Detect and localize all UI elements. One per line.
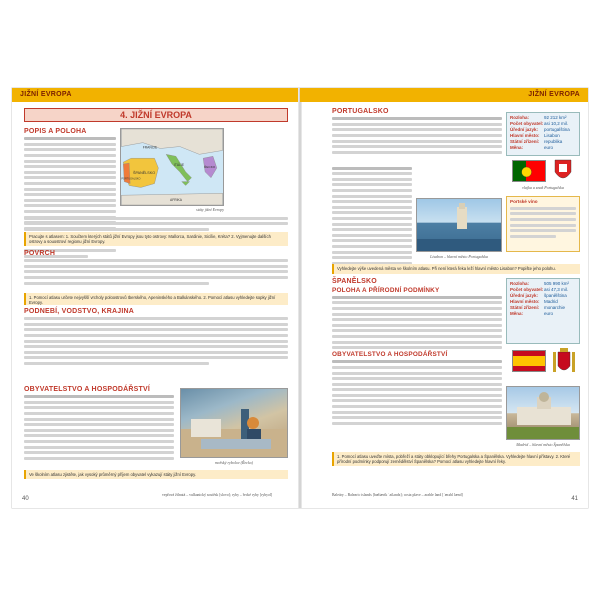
pt-row-5: Měna: euro — [510, 145, 554, 150]
pt-row-3: Hlavní město: Lisabon — [510, 133, 560, 138]
left-running-head: JIŽNÍ EVROPA — [12, 88, 300, 102]
map-label-africa: AFRIKA — [170, 198, 182, 203]
es-row-1: Počet obyvatel:asi 47,3 mil. — [510, 287, 569, 292]
madrid-photo-graphic — [507, 387, 580, 440]
right-page — [300, 88, 588, 508]
photo-fishing — [180, 388, 288, 458]
info-box-spain — [506, 278, 580, 344]
task-box-atlas: Pracujte s atlasem: 1. Součtem kterých států jižní Evropy jsou tyto ostrovy: Mallorca, Sardinie, Sicílie, Kréta? 2. Vyjmenujte dalších ostrovy a souostroví regionu jižní Evropy. — [24, 232, 288, 246]
section-spain — [332, 276, 502, 427]
portugal-arms-graphic — [552, 158, 574, 184]
photo-caption-lisbon: Lisabon – hlavní město Portugalska — [430, 254, 488, 259]
info-box-portugal — [506, 112, 580, 156]
section-obyvatelstvo — [24, 384, 174, 462]
section-portugal — [332, 106, 502, 156]
page-number-right: 41 — [571, 496, 578, 502]
note-box-port-wine — [506, 196, 580, 252]
spain-arms-graphic — [552, 346, 576, 376]
flag-portugal-emblem — [513, 161, 546, 182]
section-title-poloha: POLOHA A PŘÍRODNÍ PODMÍNKY — [332, 286, 440, 294]
map-label-france: FRANCIE — [142, 145, 158, 150]
es-row-2: Úřední jazyk: španělština — [510, 293, 567, 298]
es-row-3: Hlavní město: Madrid — [510, 299, 558, 304]
book-spread — [12, 88, 588, 508]
photo-caption-fishing: mořský rybolov (Řecko) — [214, 460, 254, 465]
task-box-income: Ve školním atlasu zjistěte, jak vysoký průměrný příjem obyvatel vykazují státy jižní Evropy. — [24, 470, 288, 479]
photo-lisbon — [416, 198, 502, 252]
section-title-popis: POPIS A POLOHA — [24, 128, 87, 135]
map-graphic — [121, 129, 223, 205]
left-footnote: vepřová žilnatá – vulkanický soutěsk [slovo]; ryby – řecké ryby [rybyol] — [162, 493, 273, 498]
flag-portugal — [512, 160, 546, 182]
right-running-head: JIŽNÍ EVROPA — [300, 88, 588, 102]
es-row-0: Rozloha: 505 990 km² — [510, 281, 570, 286]
europe-south-map — [120, 128, 224, 206]
pt-row-2: Úřední jazyk: portugalština — [510, 127, 570, 132]
map-caption: státy jižní Evropy — [196, 207, 224, 212]
intro-continued — [24, 214, 288, 233]
flag-spain — [512, 350, 546, 372]
photo-madrid — [506, 386, 580, 440]
section-title-podnebi: PODNEBÍ, VODSTVO, KRAJINA — [24, 308, 135, 315]
pt-row-4: Státní zřízení: republika — [510, 139, 563, 144]
right-footnote: Baleáry – Balearic islands [bæliærik ˈailəndz]; costa plave – arable land [ˈærəbl lænd] — [332, 493, 463, 498]
pt-row-0: Rozloha: 92 212 km² — [510, 115, 567, 120]
es-row-5: Měna: euro — [510, 311, 554, 316]
coat-of-arms-spain — [552, 346, 576, 376]
section-title-spain: ŠPANĚLSKO — [332, 278, 377, 285]
section-podnebi — [24, 306, 288, 368]
map-label-spain: ŠPANĚLSKO — [133, 170, 156, 175]
map-label-italy: ITÁLIE — [173, 163, 185, 168]
page-number-left: 40 — [22, 496, 29, 502]
es-row-4: Státní zřízení: monarchie — [510, 305, 566, 310]
map-label-portugal: PORTUGALSKO — [121, 177, 141, 181]
left-page — [12, 88, 300, 508]
portugal-text-left — [332, 164, 412, 267]
note-title: Portské víno — [510, 199, 538, 204]
lisbon-photo-graphic — [417, 199, 502, 252]
section-povrch — [24, 248, 288, 287]
photo-caption-madrid: Madrid – hlavní město Španělska — [516, 442, 570, 447]
section-title-spain-economy: OBYVATELSTVO A HOSPODÁŘSTVÍ — [332, 351, 448, 359]
flag-caption-portugal: vlajka a znak Portugalska — [522, 185, 564, 190]
map-label-greece: ŘECKO — [204, 164, 216, 169]
chapter-title: 4. JIŽNÍ EVROPA — [24, 108, 288, 122]
fishing-photo-graphic — [181, 389, 288, 458]
section-title-obyvatelstvo: OBYVATELSTVO A HOSPODÁŘSTVÍ — [24, 386, 150, 393]
pt-row-1: Počet obyvatel:asi 10,2 mil. — [510, 121, 569, 126]
task-box-lisbon: Vyhledejte výše uvedená města ve školním atlasu. Při není která řeka leží hlavní město Lisabon? Popište jeho polohu. — [332, 264, 580, 274]
section-title-portugal: PORTUGALSKO — [332, 108, 389, 115]
section-title-povrch: POVRCH — [24, 250, 56, 257]
coat-of-arms-portugal — [552, 158, 574, 184]
task-box-peaks: 1. Pomocí atlasu určete nejvyšší vrcholy poloostrovů Iberského, Apeninského a Balkánského. 2. Pomocí atlasu vyhledejte sopky jižní Evropy. — [24, 293, 288, 305]
task-box-spain: 1. Pomocí atlasu uveďte místa, pobřeží a státy obklopující břehy Portugalska a Španělska. Vyhledejte hlavní přístavy. 2. Které přírodní podmínky podporují zemědělství Španělska? Pomocí atlasu vyhledejte hlavní řeky. — [332, 452, 580, 466]
